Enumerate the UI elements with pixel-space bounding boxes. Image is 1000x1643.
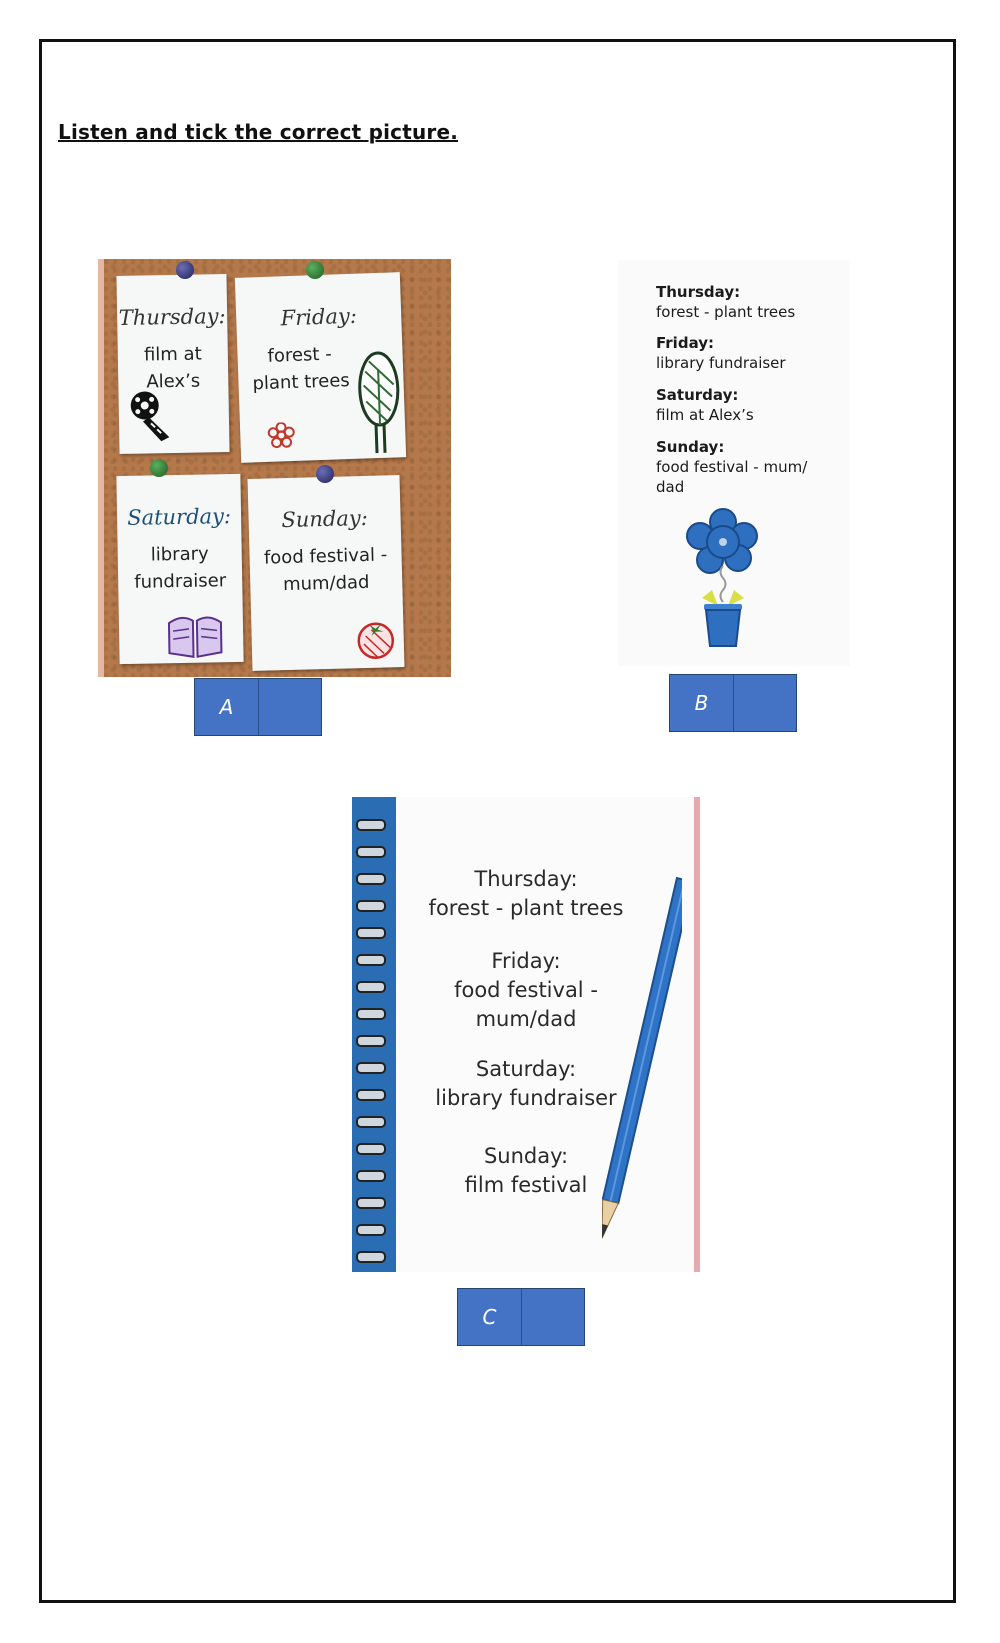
notebook-margin — [694, 797, 700, 1272]
entry-friday — [656, 333, 786, 373]
entry-sunday — [656, 437, 807, 497]
note-saturday — [116, 474, 243, 664]
tomato-icon — [353, 617, 398, 660]
note-friday — [235, 272, 406, 463]
tick-box-b[interactable] — [734, 675, 796, 731]
note-sunday — [248, 475, 405, 671]
spiral-ring — [356, 873, 386, 885]
spiral-ring — [356, 1062, 386, 1074]
answer-box-b — [669, 674, 797, 732]
note-day: Thursday: — [118, 304, 226, 330]
spiral-ring — [356, 1197, 386, 1209]
note-text: Alex’s — [146, 370, 201, 393]
tree-icon — [354, 350, 404, 456]
picture-b-list — [618, 260, 850, 666]
entry-thursday — [656, 282, 795, 322]
spiral-ring — [356, 1035, 386, 1047]
entry-text: forest - plant trees — [656, 303, 796, 321]
answer-label: C — [458, 1289, 522, 1345]
entry-text: film festival — [464, 1173, 588, 1197]
entry-day: Sunday: — [656, 438, 725, 456]
note-text: forest - — [267, 343, 332, 367]
spiral-ring — [356, 819, 386, 831]
spiral-ring — [356, 1143, 386, 1155]
picture-a-cork-board — [98, 259, 451, 677]
entry-day: Thursday: — [656, 283, 741, 301]
instruction-heading: Listen and tick the correct picture. — [58, 120, 459, 144]
note-text: fundraiser — [134, 570, 227, 593]
spiral-ring — [356, 900, 386, 912]
answer-box-c — [457, 1288, 585, 1346]
note-day: Friday: — [280, 303, 358, 331]
flower-pot-icon — [678, 506, 768, 656]
entry-text: food festival - — [454, 978, 598, 1002]
entry-text: film at Alex’s — [656, 406, 754, 424]
entry-saturday — [656, 385, 754, 425]
note-day: Sunday: — [281, 505, 369, 533]
answer-label: B — [670, 675, 734, 731]
entry-day: Friday: — [491, 949, 561, 973]
note-day: Saturday: — [126, 504, 232, 530]
entry-text: library fundraiser — [435, 1086, 617, 1110]
entry-text: food festival - mum/ — [656, 458, 808, 476]
picture-c-notebook — [352, 797, 700, 1272]
spiral-ring — [356, 846, 386, 858]
film-reel-icon — [124, 387, 175, 444]
answer-label: A — [195, 679, 259, 735]
spiral-ring — [356, 1008, 386, 1020]
note-text: mum/dad — [282, 571, 370, 596]
entry-text: mum/dad — [475, 1007, 577, 1031]
note-text: film at — [143, 343, 202, 366]
pushpin — [306, 261, 324, 279]
entry-text: forest - plant trees — [428, 896, 624, 920]
spiral-ring — [356, 1251, 386, 1263]
entry-day: Saturday: — [475, 1057, 577, 1081]
spiral-ring — [356, 954, 386, 966]
spiral-ring — [356, 981, 386, 993]
note-text: food festival - — [263, 544, 388, 569]
entry-day: Saturday: — [656, 386, 739, 404]
answer-box-a — [194, 678, 322, 736]
spiral-ring — [356, 1116, 386, 1128]
note-text: plant trees — [252, 369, 351, 395]
pushpin — [176, 261, 194, 279]
spiral-ring — [356, 1170, 386, 1182]
flower-doodle-icon — [266, 422, 297, 449]
spiral-ring — [356, 1224, 386, 1236]
note-text: library — [150, 543, 209, 566]
pencil-icon — [602, 875, 682, 1255]
pushpin — [150, 459, 168, 477]
entry-text: dad — [656, 478, 685, 496]
entry-text: library fundraiser — [656, 354, 786, 372]
tick-box-a[interactable] — [259, 679, 321, 735]
note-thursday — [116, 274, 229, 454]
pushpin — [316, 465, 334, 483]
entry-day: Friday: — [656, 334, 715, 352]
book-icon — [163, 612, 228, 659]
spiral-ring — [356, 1089, 386, 1101]
spiral-ring — [356, 927, 386, 939]
entry-day: Thursday: — [474, 867, 578, 891]
tick-box-c[interactable] — [522, 1289, 584, 1345]
entry-day: Sunday: — [483, 1144, 569, 1168]
